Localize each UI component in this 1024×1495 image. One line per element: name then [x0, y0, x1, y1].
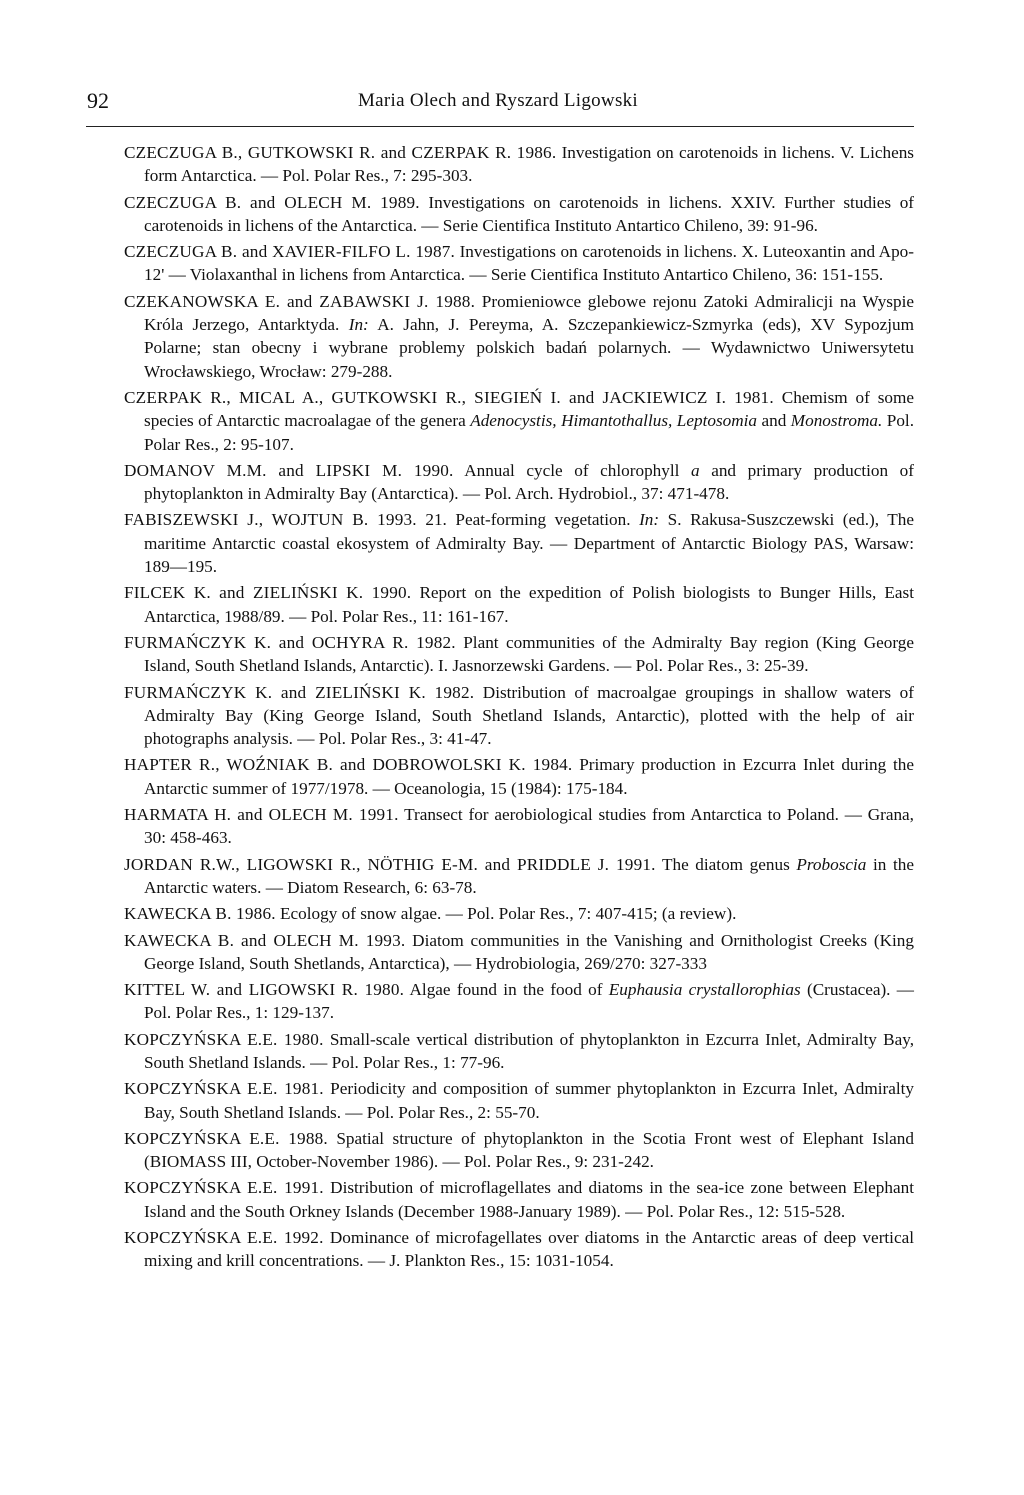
reference-item [124, 929, 914, 976]
reference-text: Distribution of macroalgae groupings in shallow waters of Admiralty Bay (King George Island, South Shetland Islands, Antarctic), plotted with the help of air photographs analysis. — Pol. Polar Res., 3: 41-47. [144, 682, 914, 749]
reference-item [124, 459, 914, 506]
header-rule [86, 126, 914, 127]
reference-text: Promieniowce glebowe rejonu Zatoki Admiralicji na Wyspie Króla Jerzego, Antarktyda. [144, 291, 914, 335]
reference-text: Annual cycle of chlorophyll [453, 460, 691, 480]
reference-text: Ecology of snow algae. — Pol. Polar Res., 7: 407-415; (a review). [275, 904, 737, 924]
reference-authors: CZERPAK R., MICAL A., GUTKOWSKI R., SIEGIEŃ I. and JACKIEWICZ I. 1981. [124, 387, 774, 407]
reference-text: Investigations on carotenoids in lichens. XXIV. Further studies of carotenoids in lichens of the Antarctica. — Serie Cientifica Instituto Antartico Chileno, 39: 91-96. [144, 192, 915, 235]
page-number: 92 [87, 88, 109, 113]
reference-text: Investigations on carotenoids in lichens. X. Luteoxantin and Apo-12' — Violaxanthal in lichens from Antarctica. — Serie Cientifica Instituto Antartico Chileno, 36: 151-155. [144, 242, 915, 285]
reference-item [124, 681, 914, 751]
reference-text: Periodicity and composition of summer phytoplankton in Ezcurra Inlet, Admiralty Bay, South Shetland Islands. — Pol. Polar Res., 2: 55-70. [144, 1079, 914, 1122]
reference-text: Dominance of microfagellates over diatoms in the Antarctic areas of deep vertical mixing and krill concentrations. — J. Plankton Res., 15: 1031-1054. [144, 1228, 914, 1271]
reference-item [124, 803, 914, 850]
reference-text: Primary production in Ezcurra Inlet during the Antarctic summer of 1977/1978. — Oceanologia, 15 (1984): 175-184. [144, 755, 914, 798]
reference-item [124, 853, 914, 900]
reference-authors: DOMANOV M.M. and LIPSKI M. 1990. [124, 460, 454, 480]
reference-item [124, 290, 914, 383]
reference-authors: FABISZEWSKI J., WOJTUN B. 1993. [124, 510, 417, 530]
reference-authors: KOPCZYŃSKA E.E. 1981. [124, 1079, 324, 1099]
reference-item [124, 978, 914, 1025]
reference-italic: Euphausia crystallorophias [608, 980, 801, 1000]
running-head: Maria Olech and Ryszard Ligowski [357, 90, 639, 111]
reference-italic: a [691, 460, 700, 480]
reference-text: in the Antarctic waters. — Diatom Research, 6: 63-78. [144, 854, 914, 897]
reference-text: The diatom genus [655, 854, 797, 874]
reference-text: A. Jahn, J. Pereyma, A. Szczepankiewicz-Szmyrka (eds), XV Sypozjum Polarne; stan obecny i wybrane problemy polskich badań polarnych. — Wydawnictwo Uniwersytetu Wrocławskiego, Wrocław: 279-288. [144, 315, 914, 381]
reference-item [124, 386, 914, 456]
page-header [85, 88, 911, 120]
reference-item [124, 1077, 914, 1124]
reference-italic: Adenocystis, Himantothallus, Leptosomia [470, 411, 758, 431]
reference-authors: KOPCZYŃSKA E.E. 1980. [124, 1029, 324, 1049]
reference-text: Diatom communities in the Vanishing and Ornithologist Creeks (King George Island, South Shetlands, Antarctica), — Hydrobiologia, 269/270: 327-333 [144, 930, 914, 973]
reference-authors: CZECZUGA B., GUTKOWSKI R. and CZERPAK R. 1986. [124, 143, 557, 162]
reference-text: Transect for aerobiological studies from Antarctica to Poland. — Grana, 30: 458-463. [144, 805, 914, 848]
reference-authors: HAPTER R., WOŹNIAK B. and DOBROWOLSKI K. 1984. [124, 755, 573, 775]
reference-text: and primary production of phytoplankton in Admiralty Bay (Antarctica). — Pol. Arch. Hydrobiol., 37: 471-478. [144, 460, 914, 504]
reference-authors: KITTEL W. and LIGOWSKI R. 1980. [124, 980, 405, 1000]
reference-authors: JORDAN R.W., LIGOWSKI R., NÖTHIG E-M. and PRIDDLE J. 1991. [124, 854, 656, 874]
reference-italic: Monostroma. [790, 411, 883, 431]
reference-italic: In: [348, 315, 369, 335]
reference-text: 21. Peat-forming vegetation. [416, 510, 640, 530]
reference-authors: KOPCZYŃSKA E.E. 1988. [124, 1128, 328, 1148]
reference-text: Algae found in the food of [404, 980, 609, 1000]
reference-authors: KOPCZYŃSKA E.E. 1991. [124, 1178, 324, 1198]
reference-item [124, 581, 914, 628]
reference-text: Plant communities of the Admiralty Bay region (King George Island, South Shetland Islands, Antarctic). I. Jasnorzewski Gardens. — Pol. Polar Res., 3: 25-39. [144, 632, 914, 676]
reference-authors: KAWECKA B. and OLECH M. 1993. [124, 930, 406, 950]
reference-item [124, 631, 914, 678]
reference-text: Distribution of microflagellates and diatoms in the sea-ice zone between Elephant Island and the South Orkney Islands (December 1988-January 1989). — Pol. Polar Res., 12: 515-528. [144, 1178, 914, 1221]
reference-authors: CZECZUGA B. and OLECH M. 1989. [124, 192, 420, 212]
reference-item [124, 1226, 914, 1273]
reference-item [124, 753, 914, 800]
reference-text: Small-scale vertical distribution of phytoplankton in Ezcurra Inlet, Admiralty Bay, South Shetland Islands. — Pol. Polar Res., 1: 77-96. [144, 1029, 914, 1072]
reference-italic: Proboscia [796, 854, 867, 874]
reference-item [124, 508, 914, 578]
reference-item [124, 240, 914, 287]
reference-authors: FURMAŃCZYK K. and ZIELIŃSKI K. 1982. [124, 682, 475, 702]
reference-text: S. Rakusa-Suszczewski (ed.), The maritime Antarctic coastal ekosystem of Admiralty Bay. — Department of Antarctic Biology PAS, Warsaw: 189—195. [144, 510, 914, 577]
reference-text: Pol. Polar Res., 2: 95-107. [144, 411, 914, 454]
reference-text: Spatial structure of phytoplankton in the Scotia Front west of Elephant Island (BIOMASS III, October-November 1986). — Pol. Polar Res., 9: 231-242. [144, 1128, 914, 1172]
reference-italic: In: [639, 510, 660, 530]
reference-item [124, 141, 914, 188]
reference-authors: FURMAŃCZYK K. and OCHYRA R. 1982. [124, 632, 456, 652]
reference-text: Report on the expedition of Polish biologists to Bunger Hills, East Antarctica, 1988/89. — Pol. Polar Res., 11: 161-167. [144, 583, 914, 626]
reference-text: and [757, 411, 791, 431]
reference-text: (Crustacea). — Pol. Polar Res., 1: 129-137. [144, 980, 914, 1023]
reference-item [124, 191, 914, 238]
reference-authors: HARMATA H. and OLECH M. 1991. [124, 805, 399, 825]
reference-authors: KOPCZYŃSKA E.E. 1992. [124, 1228, 324, 1248]
reference-item [124, 902, 914, 925]
reference-authors: KAWECKA B. 1986. [124, 904, 276, 924]
reference-authors: FILCEK K. and ZIELIŃSKI K. 1990. [124, 583, 412, 603]
reference-authors: CZEKANOWSKA E. and ZABAWSKI J. 1988. [124, 291, 476, 311]
reference-text: Chemism of some species of Antarctic macroalagae of the genera [144, 387, 914, 431]
reference-item [124, 1127, 914, 1174]
reference-list [124, 141, 914, 1276]
reference-item [124, 1028, 914, 1075]
reference-text: Investigation on carotenoids in lichens. V. Lichens form Antarctica. — Pol. Polar Res., 7: 295-303. [144, 143, 914, 186]
reference-authors: CZECZUGA B. and XAVIER-FILFO L. 1987. [124, 242, 456, 262]
reference-item [124, 1176, 914, 1223]
